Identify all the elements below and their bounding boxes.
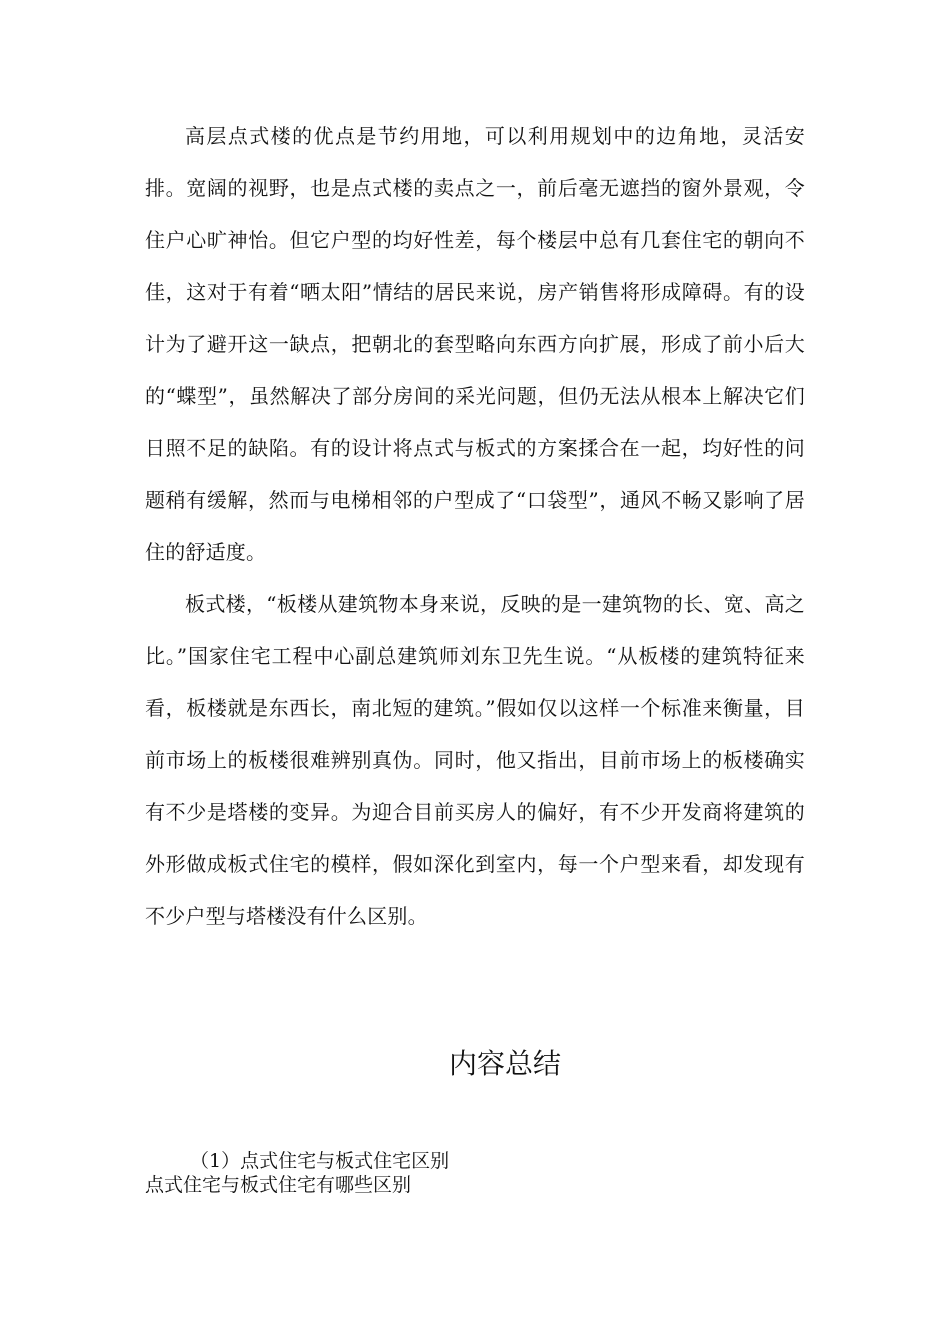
body-paragraph-point-tower: 高层点式楼的优点是节约用地，可以利用规划中的边角地，灵活安排。宽阔的视野，也是点式楼的卖点之一，前后毫无遮挡的窗外景观，令住户心旷神怡。但它户型的均好性差，每个楼层中总有几套住宅的朝向不佳，这对于有着“晒太阳”情结的居民来说，房产销售将形成障碍。有的设计为了避开这一缺点，把朝北的套型略向东西方向扩展，形成了前小后大的“蝶型”，虽然解决了部分房间的采光问题，但仍无法从根本上解决它们日照不足的缺陷。有的设计将点式与板式的方案揉合在一起，均好性的问题稍有缓解，然而与电梯相邻的户型成了“口袋型”，通风不畅又影响了居住的舒适度。	[145, 124, 805, 564]
summary-line-1: （1）点式住宅与板式住宅区别	[190, 1150, 450, 1172]
summary-title: 内容总结	[448, 1047, 561, 1080]
summary-line-2: 点式住宅与板式住宅有哪些区别	[145, 1174, 412, 1196]
body-paragraph-slab-building: 板式楼，“板楼从建筑物本身来说，反映的是一建筑物的长、宽、高之比。”国家住宅工程中心副总建筑师刘东卫先生说。“从板楼的建筑特征来看，板楼就是东西长，南北短的建筑。”假如仅以这样一个标准来衡量，目前市场上的板楼很难辨别真伪。同时，他又指出，目前市场上的板楼确实有不少是塔楼的变异。为迎合目前买房人的偏好，有不少开发商将建筑的外形做成板式住宅的模样，假如深化到室内，每一个户型来看，却发现有不少户型与塔楼没有什么区别。	[145, 592, 805, 928]
